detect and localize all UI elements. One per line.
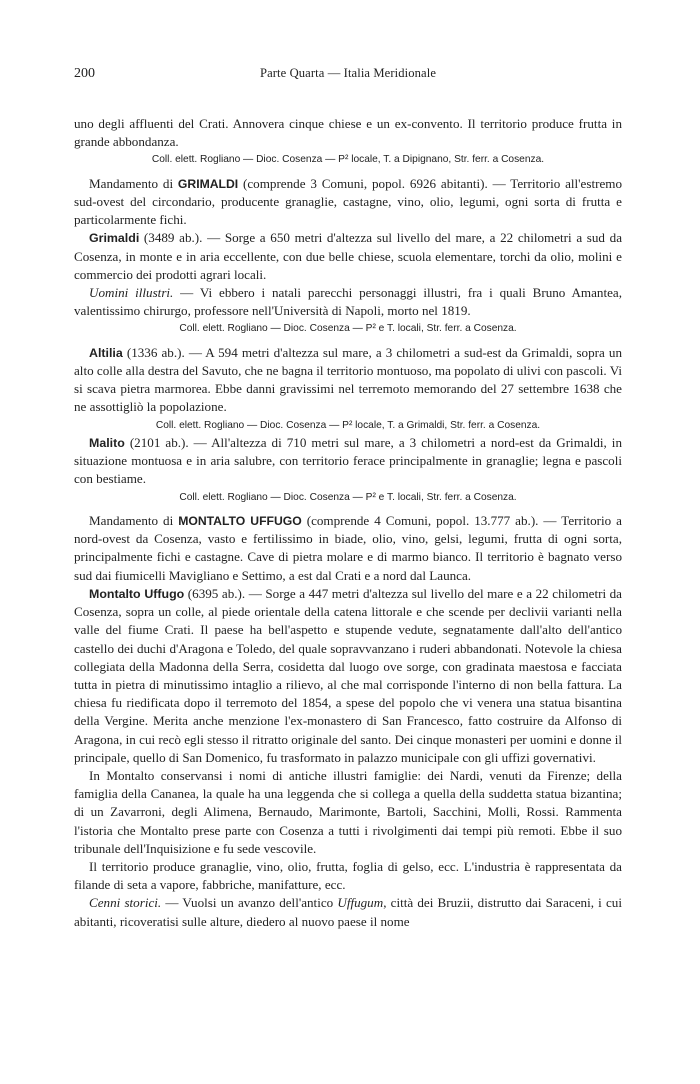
electoral-note: Coll. elett. Rogliano — Dioc. Cosenza — P² locale, T. a Dipignano, Str. ferr. a Cosenza. <box>151 154 545 166</box>
section-text: — Vi ebbero i natali parecchi personaggi illustri, fra i quali Bruno Amantea, valentissimo chirurgo, professore nell'Università di Napoli, morto nel 1819. <box>74 285 622 319</box>
paragraph-grimaldi <box>74 229 622 284</box>
section-label: Uomini illustri. <box>89 285 174 301</box>
place-text: (1336 ab.). — A 594 metri d'altezza sul mare, a 3 chilometri a sud-est da Grimaldi, sopra un alto colle alla destra del Savuto, che ne bagna il territorio montuoso, ma popolato di ulivi con pascoli. Vi si scava pietra marmorea. Ebbe danni gravissimi nel terremoto memorando del 27 settembre 1638 che ne assottigliò la popolazione. <box>74 344 622 415</box>
page-number: 200 <box>74 66 95 81</box>
place-name: Altilia <box>89 345 123 360</box>
electoral-note: Coll. elett. Rogliano — Dioc. Cosenza — P² e T. locali, Str. ferr. a Cosenza. <box>179 491 517 503</box>
mandamento-prefix: Mandamento di <box>89 175 178 191</box>
place-name: Malito <box>89 436 125 451</box>
place-text: (3489 ab.). — Sorge a 650 metri d'altezza sul livello del mare, a 22 chilometri a sud da Cosenza, in monte e in aria eccellente, con due belle chiese, scuola elementare, torchi da olio, molini e commercio dei prodotti agrari locali. <box>74 230 622 282</box>
ancient-name: Uffugum <box>337 895 384 911</box>
place-name: Grimaldi <box>89 231 140 246</box>
paragraph-altilia <box>74 344 622 417</box>
section-label: Cenni storici. <box>89 895 162 911</box>
mandamento-text: (comprende 4 Comuni, popol. 13.777 ab.). — Territorio a nord-ovest da Cosenza, vasto e fertilissimo in biade, olio, vino, gelsi, legumi, frutta di ogni sorta, principalmente fichi e castagne. Cave di pietra molare e di marmo bianco. Il territorio è bagnato verso sud dai fiumicelli Mavigliano e Settimo, a est dal Crati e a nord dal Launca. <box>74 513 622 583</box>
mandamento-prefix: Mandamento di <box>89 513 179 529</box>
paragraph-mandamento-grimaldi <box>74 175 622 230</box>
paragraph-continuation: uno degli affluenti del Crati. Annovera cinque chiese e un ex-convento. Il territorio produce frutta in grande abbondanza. <box>74 116 622 150</box>
paragraph-territorio: Il territorio produce granaglie, vino, olio, frutta, foglia di gelso, ecc. L'industria è rappresentata da filande di seta a vapore, fabbriche, manifatture, ecc. <box>74 858 622 893</box>
running-title: Parte Quarta — Italia Meridionale <box>259 66 437 80</box>
electoral-note: Coll. elett. Rogliano — Dioc. Cosenza — P² locale, T. a Grimaldi, Str. ferr. a Cosenza. <box>155 419 541 431</box>
paragraph-cenni-storici <box>74 894 622 930</box>
mandamento-name: MONTALTO UFFUGO <box>178 514 302 529</box>
page-body <box>74 115 622 931</box>
page-header <box>74 66 622 82</box>
paragraph-malito <box>74 434 622 489</box>
mandamento-text: (comprende 3 Comuni, popol. 6926 abitanti). — Territorio all'estremo sud-ovest del circondario, producente granaglie, castagne, vino, olio, legumi, ogni sorta di frutta e particolarmente fichi. <box>74 175 622 228</box>
section-text: , città dei Bruzii, distrutto dai Saraceni, i cui abitanti, ricoveratisi sulle alture, diedero al nuovo paese il nome <box>74 895 622 929</box>
paragraph-montalto <box>74 585 622 767</box>
mandamento-name: GRIMALDI <box>177 176 239 191</box>
paragraph-mandamento-montalto <box>74 512 622 585</box>
place-text: (2101 ab.). — All'altezza di 710 metri sul mare, a 3 chilometri a nord-est da Grimaldi, in situazione montuosa e in aria salubre, con territorio ferace principalmente in granaglie; legna e pascoli con bestiame. <box>74 435 622 487</box>
section-text: — Vuolsi un avanzo dell'antico <box>161 895 338 911</box>
paragraph-uomini-illustri <box>74 284 622 320</box>
place-name: Montalto Uffugo <box>89 586 185 601</box>
place-text: (6395 ab.). — Sorge a 447 metri d'altezza sul livello del mare e a 22 chilometri da Cosenza, sopra un colle, al piede orientale della catena littorale e che scende per declivii varianti nella valle del fiume Crati. Il paese ha bell'aspetto e stupende vedute, segnatamente dall'alto dell'antico castello dei duchi d'Aragona e Toledo, del quale sopravvanzano i ruderi abbandonati. Notevole la chiesa collegiata della Madonna della Serra, cosidetta dal luogo ove sorge, con gradinata maestosa e facciata tutta in pietra di minutissimo intaglio a rilievo, al che mal corrisponde l'interno di non bella fattura. La chiesa fu riedificata dopo il terremoto del 1854, a spese del popolo che vi venera una statua bisantina della Vergine. Merita anche menzione l'ex-monastero di San Francesco, fatto costruire da Alfonso di Aragona, in cui recò egli stesso il ritratto originale del santo. Dei cinque monasteri per uomini e donne il principale, quello di San Domenico, fu trasformato in palazzo municipale con gli uffizi governativi. <box>74 585 622 765</box>
electoral-note: Coll. elett. Rogliano — Dioc. Cosenza — P² e T. locali, Str. ferr. a Cosenza. <box>179 323 517 335</box>
paragraph-famiglie: In Montalto conservansi i nomi di antiche illustri famiglie: dei Nardi, venuti da Firenze; della famiglia della Cananea, la quale ha una leggenda che si collega a quella della suddetta statua bizantina; di un Zavarroni, degli Alimena, Bernaudo, Marimonte, Bartoli, Sacchini, Molli, Rossi. Rammenta l'istoria che Montalto prese parte con Cosenza a tutti i rivolgimenti dai tempi più remoti. Ebbe il suo tribunale dell'Inquisizione e fu sede vescovile. <box>74 767 622 856</box>
